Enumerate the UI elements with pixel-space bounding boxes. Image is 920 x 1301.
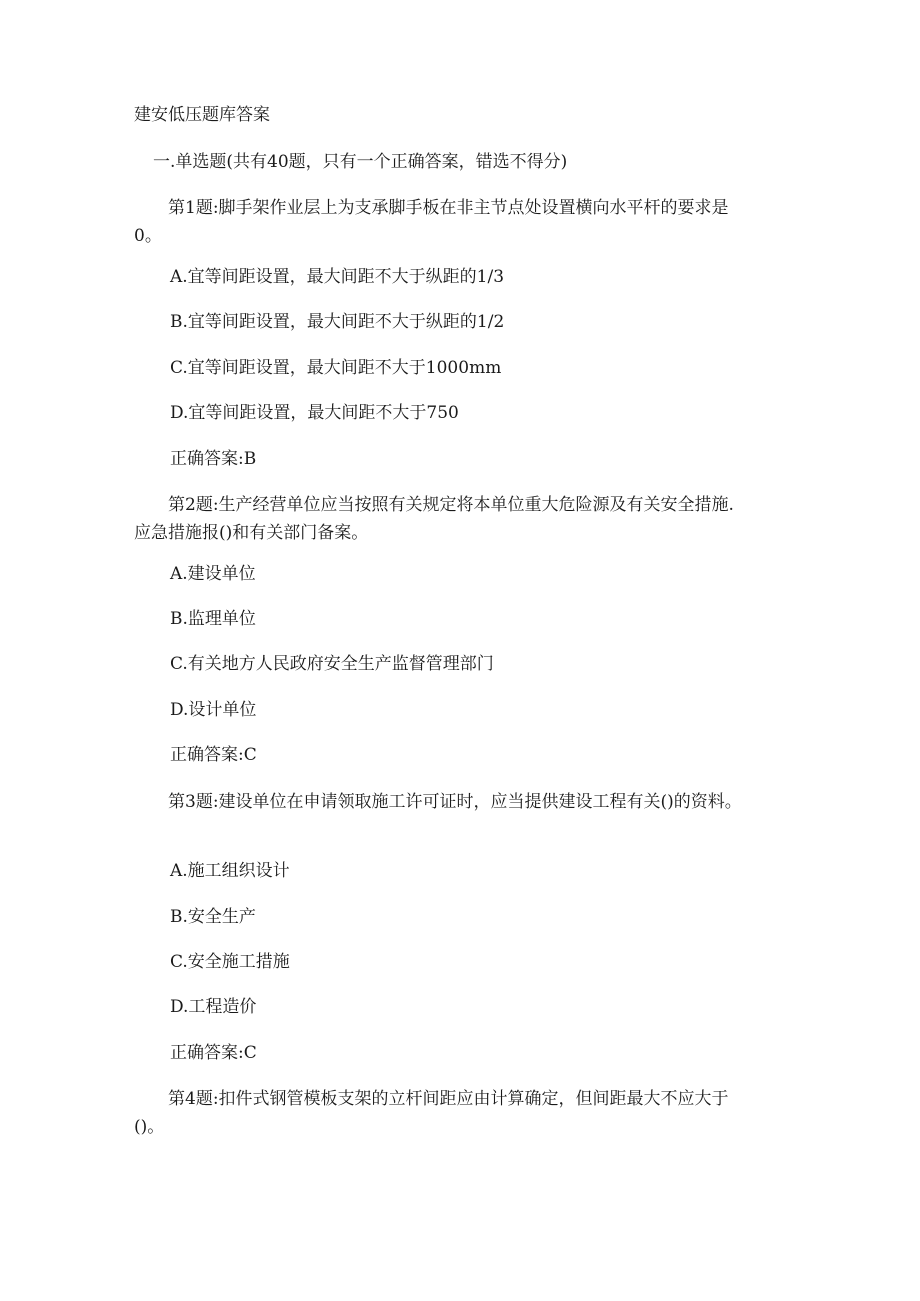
question-3-stem: 第3题:建设单位在申请领取施工许可证时，应当提供建设工程有关()的资料。 <box>168 792 742 812</box>
section-heading: 一.单选题(共有40题，只有一个正确答案，错选不得分) <box>153 152 568 172</box>
question-2-option-a: A.建设单位 <box>170 564 256 584</box>
question-3-option-a: A.施工组织设计 <box>170 861 290 881</box>
question-2-stem: 第2题:生产经营单位应当按照有关规定将本单位重大危险源及有关安全措施.应急措施报()和有关部门备案。 <box>134 495 734 543</box>
question-4-stem: 第4题:扣件式钢管模板支架的立杆间距应由计算确定，但间距最大不应大于()。 <box>134 1089 729 1137</box>
question-1-answer: 正确答案:B <box>170 449 257 469</box>
question-2-option-b: B.监理单位 <box>170 609 256 629</box>
question-2-option-c: C.有关地方人民政府安全生产监督管理部门 <box>170 654 494 674</box>
document-title: 建安低压题库答案 <box>134 105 270 125</box>
question-3-option-c: C.安全施工措施 <box>170 952 290 972</box>
question-3-option-b: B.安全生产 <box>170 907 256 927</box>
question-2-answer: 正确答案:C <box>170 745 257 765</box>
question-1-stem: 第1题:脚手架作业层上为支承脚手板在非主节点处设置横向水平杆的要求是0。 <box>134 198 729 246</box>
question-1-option-c: C.宜等间距设置，最大间距不大于1000mm <box>170 358 502 378</box>
question-1-option-b: B.宜等间距设置，最大间距不大于纵距的1/2 <box>170 312 505 332</box>
question-1-option-a: A.宜等间距设置，最大间距不大于纵距的1/3 <box>170 267 505 287</box>
question-1-option-d: D.宜等间距设置，最大间距不大于750 <box>170 403 459 423</box>
question-3-answer: 正确答案:C <box>170 1043 257 1063</box>
question-3-option-d: D.工程造价 <box>170 997 257 1017</box>
question-2-option-d: D.设计单位 <box>170 700 257 720</box>
